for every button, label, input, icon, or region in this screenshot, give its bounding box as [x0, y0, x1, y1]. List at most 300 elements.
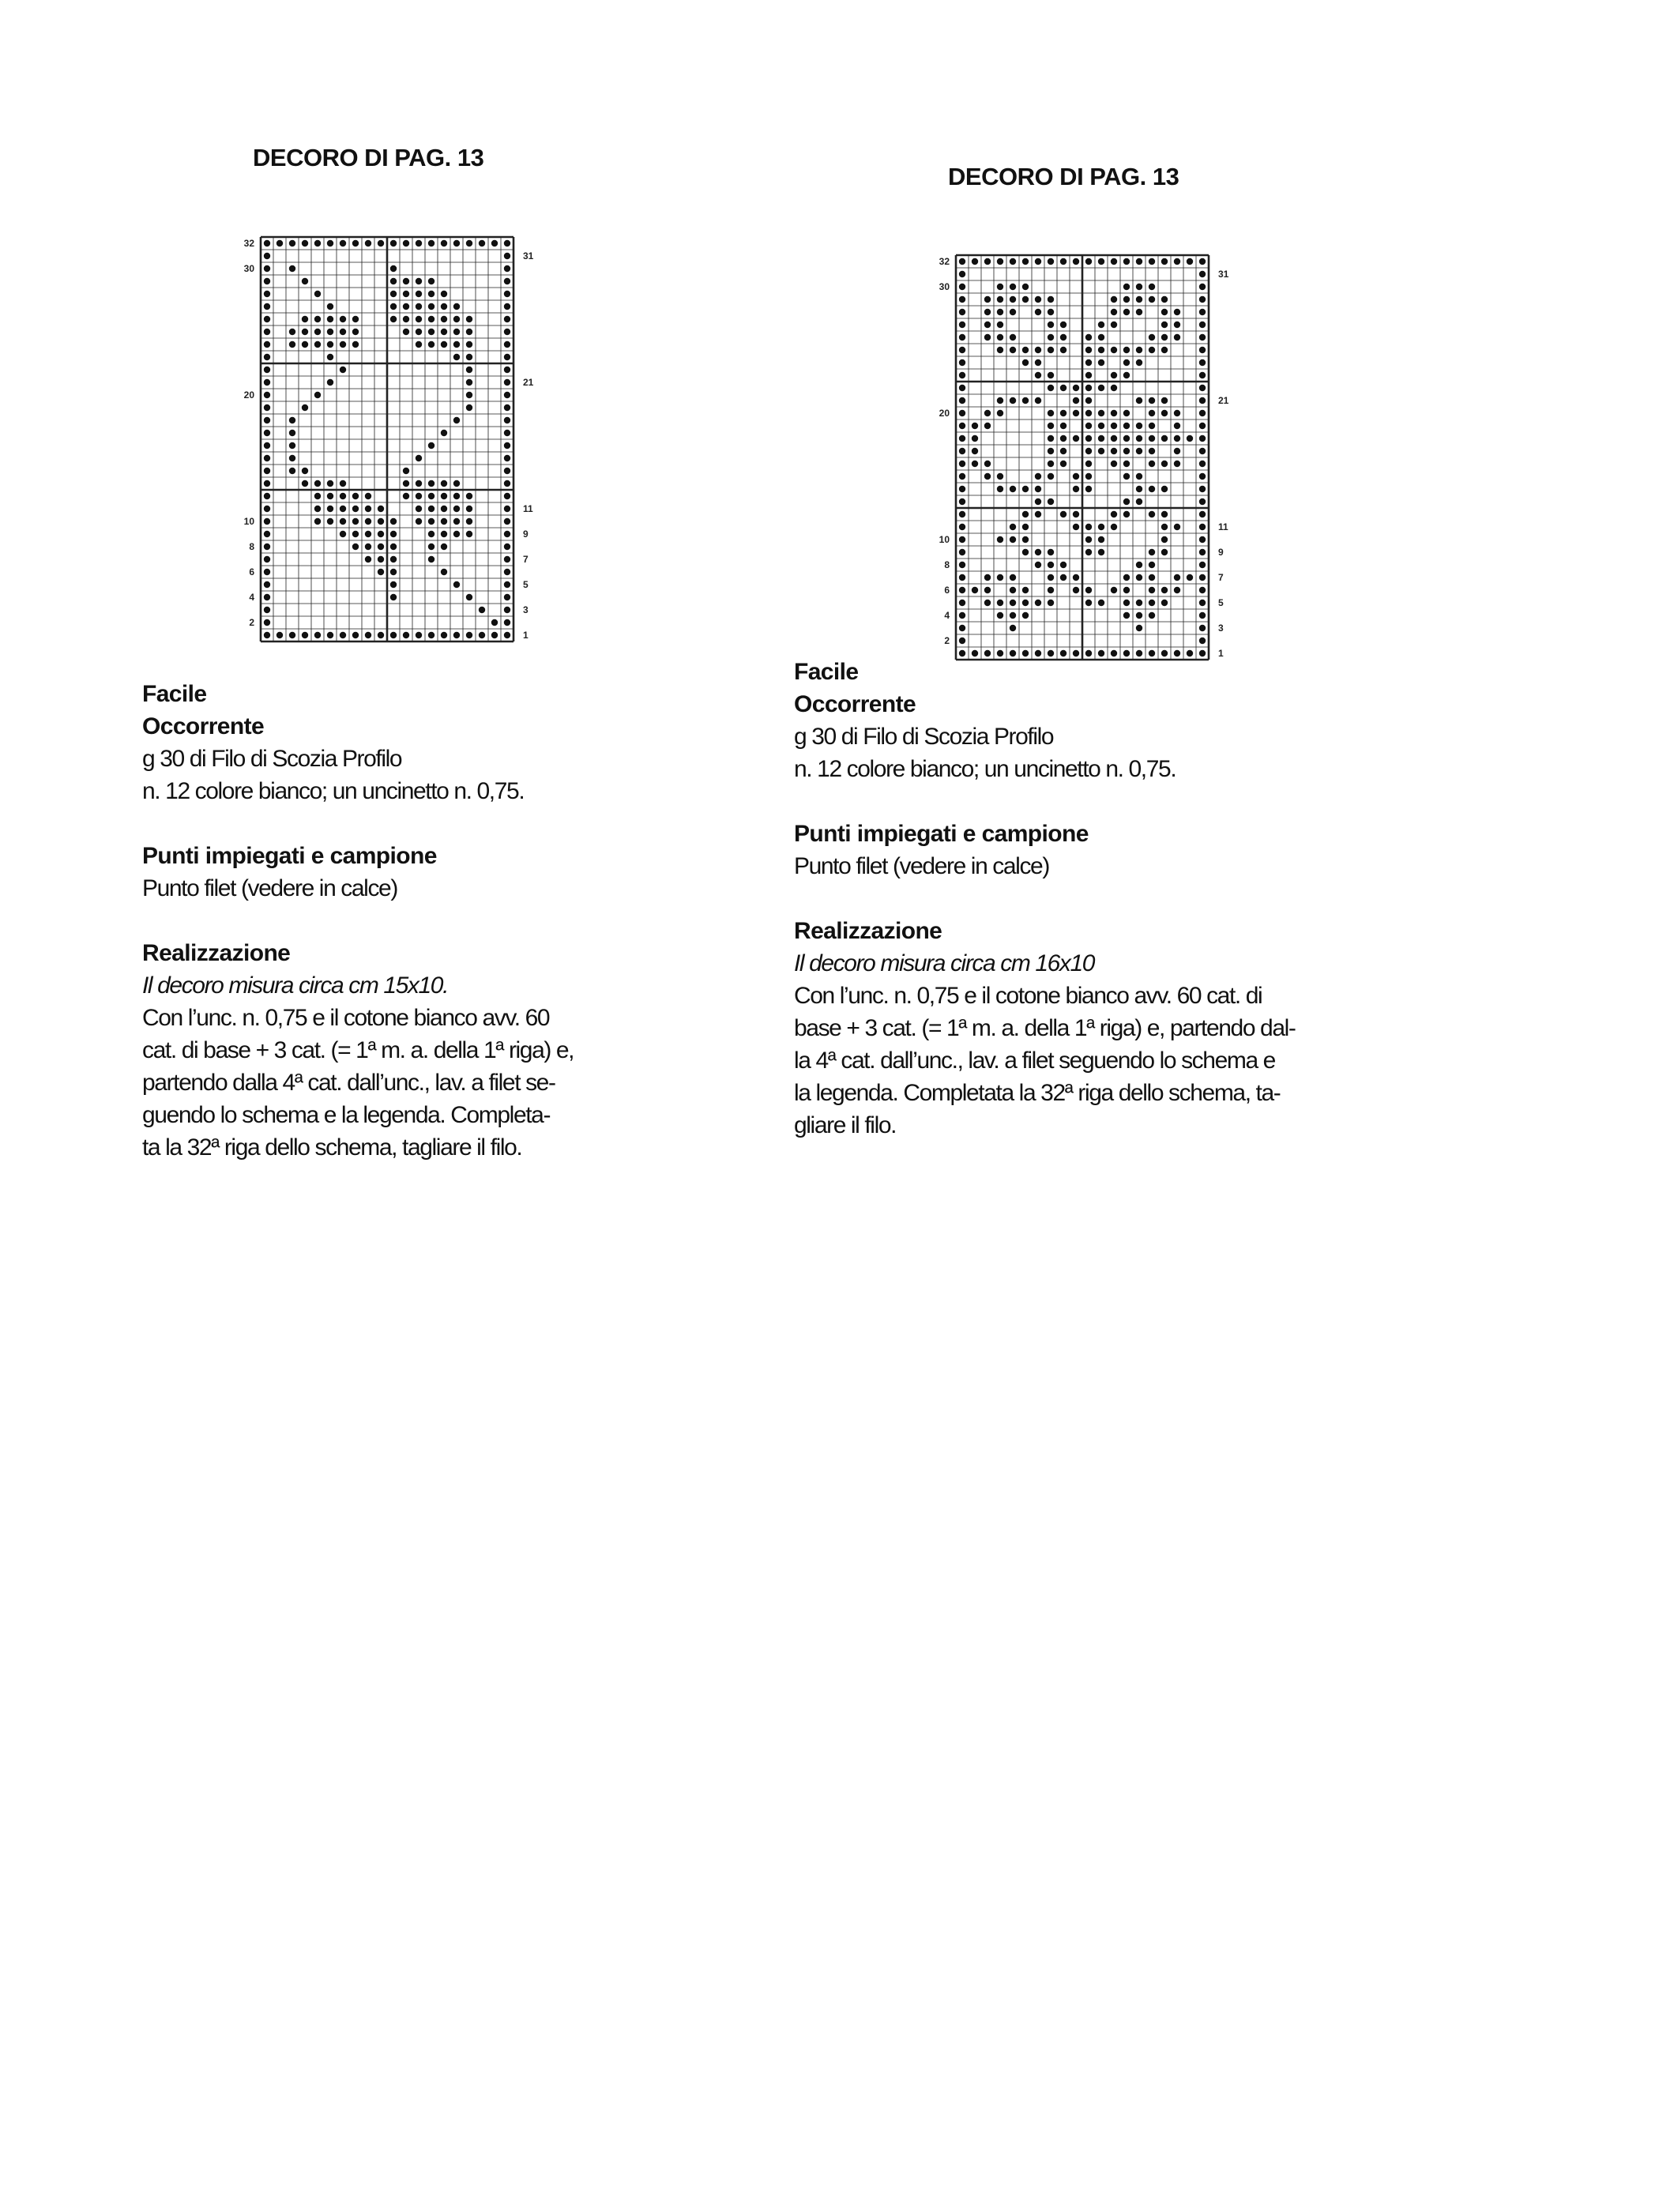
filled-cell-dot [390, 632, 397, 638]
row-label-right: 11 [523, 503, 533, 514]
filled-cell-dot [972, 258, 978, 265]
filled-cell-dot [504, 442, 510, 449]
filled-cell-dot [959, 473, 965, 480]
filled-cell-dot [1136, 473, 1142, 480]
filled-cell-dot [1161, 334, 1168, 340]
filled-cell-dot [314, 341, 321, 348]
filled-cell-dot [959, 397, 965, 404]
filled-cell-dot [416, 632, 422, 638]
filled-cell-dot [1085, 587, 1092, 593]
filled-cell-dot [416, 303, 422, 310]
filled-cell-dot [504, 468, 510, 474]
filled-cell-dot [1161, 461, 1168, 467]
filled-cell-dot [314, 291, 321, 297]
row-label-right: 1 [523, 630, 529, 641]
filled-cell-dot [289, 265, 295, 272]
filled-cell-dot [1073, 397, 1079, 404]
filled-cell-dot [1174, 587, 1180, 593]
filled-cell-dot [264, 531, 270, 537]
filled-cell-dot [264, 518, 270, 525]
filled-cell-dot [1085, 473, 1092, 480]
filled-cell-dot [1085, 410, 1092, 416]
filled-cell-dot [1174, 461, 1180, 467]
filled-cell-dot [428, 303, 434, 310]
filled-cell-dot [1022, 486, 1029, 492]
filled-cell-dot [1010, 600, 1016, 606]
filled-cell-dot [1098, 410, 1104, 416]
filled-cell-dot [959, 574, 965, 581]
right-occorrente-line: n. 12 colore bianco; un uncinetto n. 0,75. [794, 756, 1176, 782]
filled-cell-dot [390, 265, 397, 272]
filled-cell-dot [504, 594, 510, 600]
filled-cell-dot [1199, 334, 1206, 340]
filled-cell-dot [1149, 574, 1155, 581]
filled-cell-dot [1161, 397, 1168, 404]
filled-cell-dot [403, 468, 409, 474]
filled-cell-dot [1111, 511, 1117, 517]
filled-cell-dot [1174, 435, 1180, 442]
filled-cell-dot [959, 334, 965, 340]
filled-cell-dot [1098, 600, 1104, 606]
filled-cell-dot [453, 493, 460, 499]
filled-cell-dot [959, 638, 965, 644]
filled-cell-dot [390, 594, 397, 600]
filled-cell-dot [264, 493, 270, 499]
filled-cell-dot [997, 410, 1003, 416]
filled-cell-dot [504, 265, 510, 272]
filled-cell-dot [1111, 435, 1117, 442]
filled-cell-dot [428, 329, 434, 335]
filled-cell-dot [959, 359, 965, 366]
filled-cell-dot [984, 600, 991, 606]
filled-cell-dot [1048, 461, 1054, 467]
filled-cell-dot [289, 455, 295, 461]
filled-cell-dot [453, 240, 460, 246]
filled-cell-dot [1174, 334, 1180, 340]
filled-cell-dot [1123, 284, 1130, 290]
right-punti-heading: Punti impiegati e campione [794, 821, 1089, 847]
filled-cell-dot [1199, 536, 1206, 543]
filled-cell-dot [1111, 258, 1117, 265]
filled-cell-dot [1085, 385, 1092, 391]
filled-cell-dot [365, 544, 371, 550]
filled-cell-dot [1161, 347, 1168, 353]
filled-cell-dot [1085, 359, 1092, 366]
filled-cell-dot [1022, 524, 1029, 530]
filled-cell-dot [466, 316, 472, 322]
filled-cell-dot [984, 322, 991, 328]
filled-cell-dot [441, 506, 447, 512]
filled-cell-dot [1098, 359, 1104, 366]
filled-cell-dot [1161, 549, 1168, 555]
row-label-right: 9 [523, 529, 529, 540]
row-label-left: 10 [243, 516, 254, 527]
filled-cell-dot [1161, 511, 1168, 517]
filled-cell-dot [441, 544, 447, 550]
filled-cell-dot [378, 518, 384, 525]
filled-cell-dot [1060, 385, 1066, 391]
filled-cell-dot [972, 423, 978, 429]
filled-cell-dot [327, 240, 333, 246]
filled-cell-dot [1136, 296, 1142, 303]
filled-cell-dot [264, 468, 270, 474]
row-label-right: 11 [1218, 521, 1228, 532]
filled-cell-dot [1022, 600, 1029, 606]
filled-cell-dot [428, 291, 434, 297]
filled-cell-dot [1161, 435, 1168, 442]
filled-cell-dot [1123, 410, 1130, 416]
filled-cell-dot [1010, 612, 1016, 619]
filled-cell-dot [1136, 435, 1142, 442]
filled-cell-dot [959, 524, 965, 530]
filled-cell-dot [327, 329, 333, 335]
filled-cell-dot [984, 587, 991, 593]
filled-cell-dot [997, 258, 1003, 265]
filled-cell-dot [466, 379, 472, 386]
left-occorrente-heading: Occorrente [142, 713, 265, 739]
filled-cell-dot [1136, 486, 1142, 492]
filled-cell-dot [390, 569, 397, 575]
filled-cell-dot [264, 379, 270, 386]
filled-cell-dot [1199, 461, 1206, 467]
filled-cell-dot [1199, 574, 1206, 581]
left-realizzazione-heading: Realizzazione [142, 940, 291, 966]
filled-cell-dot [1048, 296, 1054, 303]
filled-cell-dot [984, 410, 991, 416]
filled-cell-dot [997, 473, 1003, 480]
filled-cell-dot [491, 240, 498, 246]
filled-cell-dot [1022, 258, 1029, 265]
filled-cell-dot [504, 417, 510, 423]
filled-cell-dot [453, 417, 460, 423]
filled-cell-dot [1123, 296, 1130, 303]
filled-cell-dot [264, 291, 270, 297]
filled-cell-dot [1010, 625, 1016, 631]
filled-cell-dot [1010, 309, 1016, 315]
filled-cell-dot [1161, 296, 1168, 303]
row-label-right: 21 [523, 377, 534, 388]
filled-cell-dot [1123, 423, 1130, 429]
filled-cell-dot [1035, 359, 1041, 366]
filled-cell-dot [1060, 347, 1066, 353]
filled-cell-dot [1022, 511, 1029, 517]
filled-cell-dot [1136, 258, 1142, 265]
filled-cell-dot [1161, 258, 1168, 265]
filled-cell-dot [1060, 448, 1066, 454]
right-realizzazione-line: gliare il filo. [794, 1112, 897, 1138]
left-filet-chart [221, 225, 553, 641]
left-realizzazione-line: guendo lo schema e la legenda. Completa- [142, 1102, 551, 1128]
filled-cell-dot [972, 435, 978, 442]
filled-cell-dot [264, 594, 270, 600]
filled-cell-dot [340, 531, 346, 537]
filled-cell-dot [1073, 258, 1079, 265]
filled-cell-dot [1048, 473, 1054, 480]
filled-cell-dot [378, 506, 384, 512]
filled-cell-dot [378, 531, 384, 537]
filled-cell-dot [1136, 347, 1142, 353]
filled-cell-dot [352, 506, 359, 512]
filled-cell-dot [352, 329, 359, 335]
filled-cell-dot [453, 329, 460, 335]
filled-cell-dot [1073, 435, 1079, 442]
right-instructions [794, 656, 1295, 1142]
filled-cell-dot [984, 258, 991, 265]
filled-cell-dot [1149, 562, 1155, 568]
filled-cell-dot [504, 316, 510, 322]
filled-cell-dot [997, 486, 1003, 492]
filled-cell-dot [365, 493, 371, 499]
filled-cell-dot [1136, 359, 1142, 366]
row-label-left: 8 [249, 541, 254, 552]
filled-cell-dot [340, 506, 346, 512]
filled-cell-dot [327, 518, 333, 525]
filled-cell-dot [1073, 511, 1079, 517]
filled-cell-dot [1048, 574, 1054, 581]
filled-cell-dot [1161, 322, 1168, 328]
filled-cell-dot [327, 632, 333, 638]
filled-cell-dot [1187, 258, 1193, 265]
filled-cell-dot [314, 518, 321, 525]
filled-cell-dot [1136, 498, 1142, 505]
filled-cell-dot [264, 607, 270, 613]
filled-cell-dot [403, 291, 409, 297]
filled-cell-dot [1149, 423, 1155, 429]
filled-cell-dot [984, 461, 991, 467]
filled-cell-dot [959, 486, 965, 492]
filled-cell-dot [1111, 372, 1117, 378]
filled-cell-dot [997, 397, 1003, 404]
filled-cell-dot [1149, 410, 1155, 416]
filled-cell-dot [1060, 322, 1066, 328]
row-label-right: 1 [1218, 648, 1224, 659]
filled-cell-dot [1199, 435, 1206, 442]
filled-cell-dot [1123, 309, 1130, 315]
filled-cell-dot [1123, 372, 1130, 378]
filled-cell-dot [491, 632, 498, 638]
filled-cell-dot [1111, 410, 1117, 416]
filled-cell-dot [1048, 334, 1054, 340]
filled-cell-dot [264, 329, 270, 335]
filled-cell-dot [959, 549, 965, 555]
filled-cell-dot [403, 329, 409, 335]
filled-cell-dot [504, 455, 510, 461]
filled-cell-dot [1085, 461, 1092, 467]
filled-cell-dot [264, 392, 270, 398]
filled-cell-dot [504, 493, 510, 499]
filled-cell-dot [1199, 309, 1206, 315]
filled-cell-dot [1060, 423, 1066, 429]
filled-cell-dot [1060, 574, 1066, 581]
row-label-right: 5 [523, 579, 529, 590]
filled-cell-dot [264, 417, 270, 423]
filled-cell-dot [365, 506, 371, 512]
filled-cell-dot [1035, 562, 1041, 568]
filled-cell-dot [1136, 625, 1142, 631]
filled-cell-dot [1123, 461, 1130, 467]
filled-cell-dot [1085, 347, 1092, 353]
filled-cell-dot [1085, 536, 1092, 543]
filled-cell-dot [428, 531, 434, 537]
filled-cell-dot [1022, 359, 1029, 366]
filled-cell-dot [264, 544, 270, 550]
filled-cell-dot [378, 556, 384, 562]
filled-cell-dot [416, 480, 422, 487]
filled-cell-dot [264, 367, 270, 373]
filled-cell-dot [441, 240, 447, 246]
filled-cell-dot [264, 316, 270, 322]
filled-cell-dot [1199, 524, 1206, 530]
filled-cell-dot [1022, 397, 1029, 404]
filled-cell-dot [1035, 600, 1041, 606]
filled-cell-dot [466, 518, 472, 525]
filled-cell-dot [302, 341, 308, 348]
filled-cell-dot [504, 404, 510, 411]
filled-cell-dot [972, 448, 978, 454]
filled-cell-dot [276, 632, 283, 638]
filled-cell-dot [453, 303, 460, 310]
left-title: DECORO DI PAG. 13 [253, 144, 484, 171]
filled-cell-dot [1123, 574, 1130, 581]
filled-cell-dot [428, 493, 434, 499]
filled-cell-dot [1161, 536, 1168, 543]
filled-cell-dot [428, 278, 434, 284]
filled-cell-dot [1010, 574, 1016, 581]
filled-cell-dot [1085, 435, 1092, 442]
filled-cell-dot [1048, 587, 1054, 593]
left-realizzazione-size: Il decoro misura circa cm 15x10. [142, 972, 449, 999]
row-label-right: 9 [1218, 547, 1224, 558]
filled-cell-dot [264, 619, 270, 626]
filled-cell-dot [1199, 549, 1206, 555]
filled-cell-dot [504, 569, 510, 575]
row-label-left: 30 [939, 281, 950, 292]
filled-cell-dot [1060, 562, 1066, 568]
filled-cell-dot [1123, 473, 1130, 480]
filled-cell-dot [1149, 258, 1155, 265]
filled-cell-dot [1136, 574, 1142, 581]
filled-cell-dot [1035, 473, 1041, 480]
filled-cell-dot [302, 480, 308, 487]
filled-cell-dot [416, 455, 422, 461]
filled-cell-dot [1035, 347, 1041, 353]
filled-cell-dot [327, 303, 333, 310]
filled-cell-dot [416, 240, 422, 246]
row-label-left: 2 [944, 635, 950, 646]
filled-cell-dot [1111, 461, 1117, 467]
filled-cell-dot [959, 625, 965, 631]
right-realizzazione-line: la 4ª cat. dall’unc., lav. a filet seguendo lo schema e [794, 1048, 1275, 1074]
filled-cell-dot [314, 632, 321, 638]
filled-cell-dot [984, 334, 991, 340]
filled-cell-dot [1149, 461, 1155, 467]
filled-cell-dot [453, 506, 460, 512]
filled-cell-dot [959, 536, 965, 543]
filled-cell-dot [441, 341, 447, 348]
filled-cell-dot [1035, 258, 1041, 265]
filled-cell-dot [1136, 309, 1142, 315]
filled-cell-dot [327, 341, 333, 348]
filled-cell-dot [1085, 423, 1092, 429]
filled-cell-dot [1048, 498, 1054, 505]
filled-cell-dot [1123, 498, 1130, 505]
filled-cell-dot [1048, 385, 1054, 391]
filled-cell-dot [504, 392, 510, 398]
filled-cell-dot [1035, 372, 1041, 378]
filled-cell-dot [428, 556, 434, 562]
filled-cell-dot [1098, 448, 1104, 454]
filled-cell-dot [959, 385, 965, 391]
filled-cell-dot [264, 556, 270, 562]
filled-cell-dot [289, 240, 295, 246]
filled-cell-dot [327, 506, 333, 512]
filled-cell-dot [453, 531, 460, 537]
filled-cell-dot [1098, 385, 1104, 391]
filled-cell-dot [441, 316, 447, 322]
filled-cell-dot [264, 354, 270, 360]
filled-cell-dot [428, 544, 434, 550]
filled-cell-dot [997, 347, 1003, 353]
filled-cell-dot [491, 619, 498, 626]
filled-cell-dot [1010, 296, 1016, 303]
filled-cell-dot [984, 296, 991, 303]
filled-cell-dot [302, 278, 308, 284]
filled-cell-dot [1010, 347, 1016, 353]
filled-cell-dot [1174, 410, 1180, 416]
right-punti-text: Punto filet (vedere in calce) [794, 853, 1049, 879]
filled-cell-dot [1123, 612, 1130, 619]
filled-cell-dot [1199, 511, 1206, 517]
filled-cell-dot [453, 581, 460, 588]
filled-cell-dot [466, 392, 472, 398]
filled-cell-dot [1199, 359, 1206, 366]
filled-cell-dot [340, 240, 346, 246]
filled-cell-dot [264, 442, 270, 449]
filled-cell-dot [314, 493, 321, 499]
filled-cell-dot [504, 367, 510, 373]
filled-cell-dot [453, 341, 460, 348]
filled-cell-dot [352, 240, 359, 246]
filled-cell-dot [1048, 372, 1054, 378]
filled-cell-dot [504, 506, 510, 512]
filled-cell-dot [1111, 296, 1117, 303]
filled-cell-dot [1073, 587, 1079, 593]
filled-cell-dot [441, 480, 447, 487]
filled-cell-dot [314, 240, 321, 246]
filled-cell-dot [1073, 524, 1079, 530]
filled-cell-dot [327, 354, 333, 360]
filled-cell-dot [997, 536, 1003, 543]
filled-cell-dot [302, 632, 308, 638]
filled-cell-dot [302, 468, 308, 474]
row-label-right: 7 [523, 554, 529, 565]
filled-cell-dot [1048, 562, 1054, 568]
filled-cell-dot [1199, 562, 1206, 568]
filled-cell-dot [1035, 511, 1041, 517]
filled-cell-dot [959, 284, 965, 290]
filled-cell-dot [1098, 435, 1104, 442]
filled-cell-dot [1174, 524, 1180, 530]
filled-cell-dot [466, 404, 472, 411]
row-label-left: 30 [243, 263, 254, 274]
filled-cell-dot [441, 291, 447, 297]
filled-cell-dot [1149, 334, 1155, 340]
filled-cell-dot [340, 341, 346, 348]
filled-cell-dot [1022, 612, 1029, 619]
filled-cell-dot [441, 430, 447, 436]
filled-cell-dot [959, 258, 965, 265]
filled-cell-dot [1085, 486, 1092, 492]
